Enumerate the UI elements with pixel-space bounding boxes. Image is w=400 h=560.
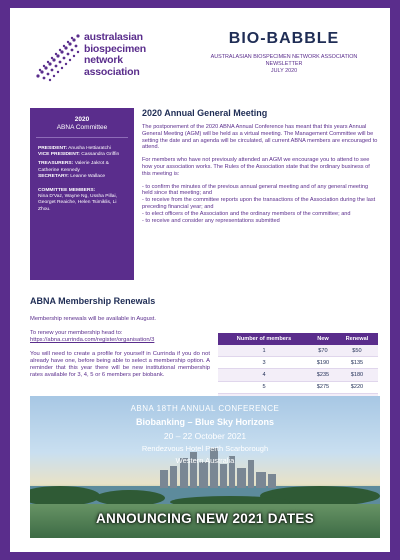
role-label: COMMITTEE MEMBERS:	[38, 188, 96, 194]
table-cell: 1	[218, 345, 310, 357]
role-label: VICE PRESIDENT:	[38, 152, 80, 158]
table-cell: $70	[310, 345, 336, 357]
table-header-row	[218, 333, 378, 345]
logo-wordmark	[84, 32, 146, 78]
agm-paragraph: For members who have not previously attended an AGM we encourage you to attend to see how your association works. The Rules of the Association state that the ordinary business of this meeting is:	[142, 157, 370, 177]
renewal-link[interactable]: https://abna.currinda.com/register/organisation/3	[30, 337, 155, 343]
conference-theme: Biobanking – Blue Sky Horizons	[135, 417, 275, 427]
committee-year: 2020	[74, 116, 90, 123]
table-cell: 5	[218, 381, 310, 393]
list-item: - to receive and consider any representations submitted	[142, 217, 280, 224]
list-item: - to confirm the minutes of the previous annual general meeting and of any general meeting held since that meeting; and	[142, 183, 369, 197]
logo-line: association	[84, 65, 140, 78]
committee-members	[30, 180, 134, 213]
announcement-text: ANNOUNCING NEW 2021 DATES	[95, 511, 315, 526]
org-name: AUSTRALASIAN BIOSPECIMEN NETWORK ASSOCIATION	[210, 54, 358, 60]
agm-business-list	[142, 184, 378, 225]
committee-roles	[30, 138, 134, 180]
abna-logo	[32, 28, 152, 90]
role-name: Cassandra Griffin	[81, 152, 120, 158]
table-cell: $50	[336, 345, 378, 357]
list-item: - to elect officers of the Association and the ordinary members of the committee; and	[142, 210, 351, 217]
table-cell: $235	[310, 369, 336, 381]
column-header: New	[310, 333, 336, 345]
role-label: TREASURERS:	[38, 161, 74, 167]
city-skyline-image	[30, 444, 380, 504]
list-item: - to receive from the committee reports upon the transactions of the Association during the last preceding financial year; and	[142, 197, 376, 210]
renewals-paragraph: Membership renewals will be available in August.	[30, 316, 156, 322]
table-cell: 4	[218, 369, 310, 381]
role-label: PRESIDENT:	[38, 146, 68, 151]
role-name: Valerie Jakrot & Catherine Kennedy	[38, 161, 109, 173]
member-list: Nina D'Vaz, Wayne Ng, Ussha Pillai, Georget Reaiche, Helen Tsimiklis, Li Zhou.	[38, 194, 117, 212]
role-name: Leanne Wallace	[70, 173, 106, 179]
conference-venue: Rendezvous Hotel Perth Scarborough	[141, 444, 269, 453]
logo-line: australasian	[84, 31, 143, 43]
issue-date: JULY 2020	[270, 68, 298, 74]
agm-heading: 2020 Annual General Meeting	[142, 108, 268, 118]
column-header: Renewal	[336, 333, 378, 345]
agm-paragraph: The postponement of the 2020 ABNA Annual Conference has meant that this years Annual General Meeting (AGM) will be held as a virtual meeting. The Management Committee will be setting the date and an agenda will be circulated, all current ABNA members are encouraged to attend.	[142, 124, 378, 151]
newsletter-title: BIO-BABBLE	[228, 30, 340, 47]
conference-dates: 20 – 22 October 2021	[163, 431, 247, 441]
table-cell: $180	[336, 369, 378, 381]
renewals-heading: ABNA Membership Renewals	[30, 296, 156, 306]
role-label: SECRETARY:	[38, 173, 69, 179]
renewals-paragraph: You will need to create a profile for yourself in Currinda if you do not already have one, before being able to select a membership option. A reminder that this year there will be new institutional membership rates available for 3, 4, 5 or 6 members per biobank.	[30, 351, 210, 378]
masthead	[188, 30, 380, 75]
renewals-section	[30, 296, 210, 386]
newsletter-type: NEWSLETTER	[265, 61, 303, 67]
conference-location: Western Australia	[175, 456, 235, 465]
table-cell: $220	[336, 381, 378, 393]
committee-sidebar	[30, 108, 134, 280]
table-cell: $275	[310, 381, 336, 393]
membership-rates-table	[218, 333, 378, 406]
logo-line: biospecimen	[84, 42, 146, 55]
conference-banner	[30, 396, 380, 538]
table-cell: $190	[310, 357, 336, 369]
newsletter-page	[10, 8, 390, 552]
conference-name: ABNA 18TH ANNUAL CONFERENCE	[130, 404, 280, 413]
logo-line: network	[84, 54, 123, 66]
role-name: Anusha Hettiaratchi	[68, 146, 111, 151]
table-row	[218, 369, 378, 381]
renewals-paragraph: To renew your membership head to:	[30, 330, 123, 336]
agm-section	[142, 108, 378, 224]
table-row	[218, 381, 378, 393]
dna-swirl-icon	[32, 28, 84, 84]
table-row	[218, 357, 378, 369]
table-row	[218, 345, 378, 357]
column-header: Number of members	[218, 333, 310, 345]
table-cell: 3	[218, 357, 310, 369]
table-cell: $135	[336, 357, 378, 369]
committee-title: ABNA Committee	[36, 124, 128, 138]
